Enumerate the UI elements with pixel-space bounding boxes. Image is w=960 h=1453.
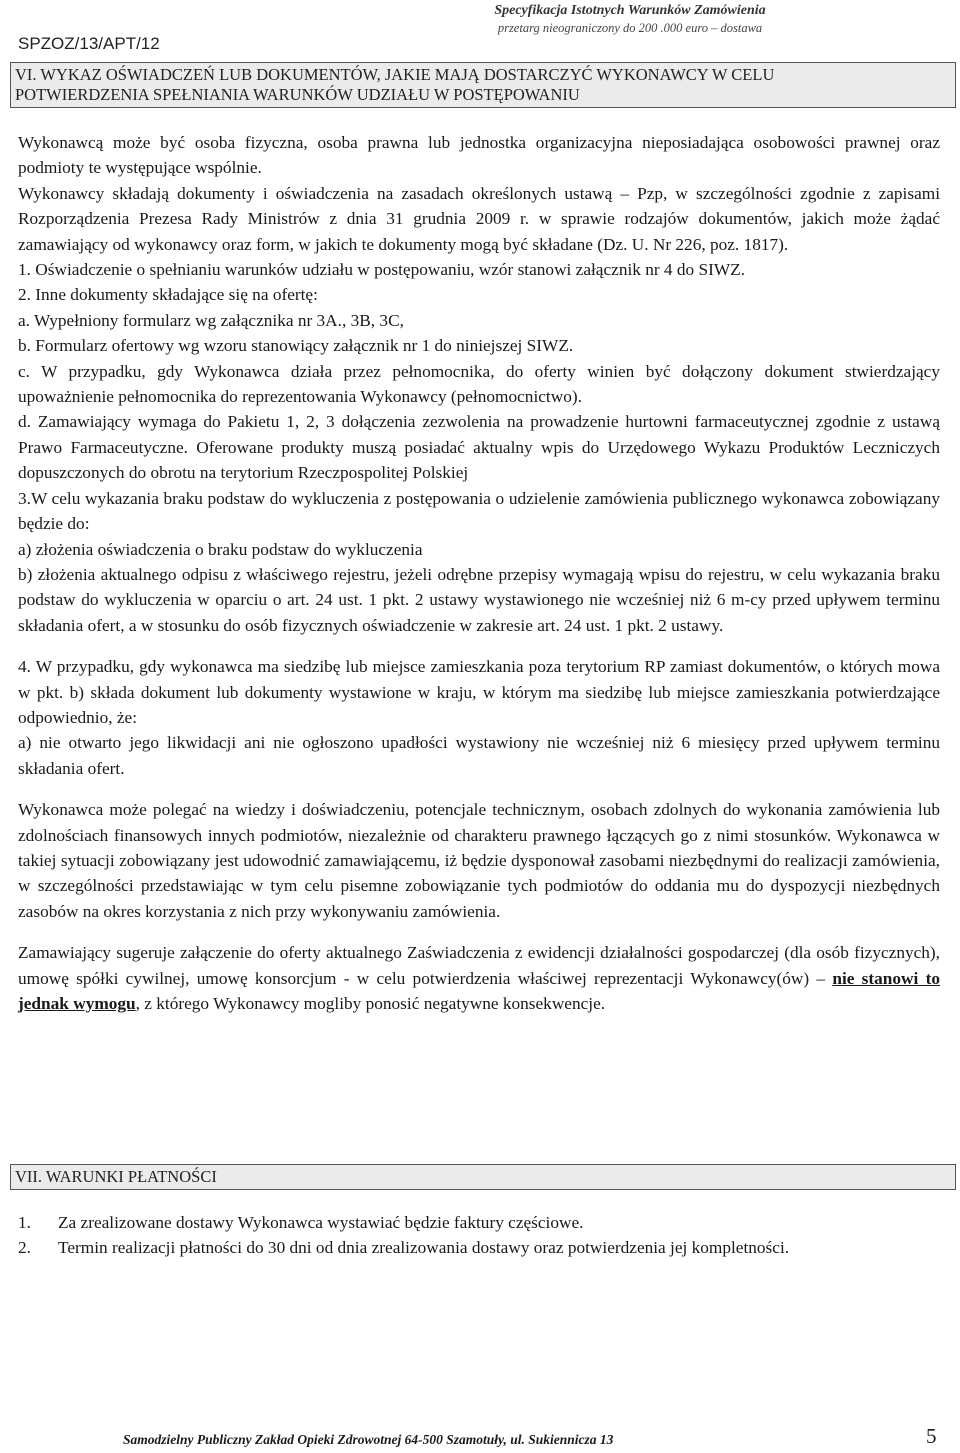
list-item-4: 4. W przypadku, gdy wykonawca ma siedzibę lub miejsce zamieszkania poza terytorium RP zamiast dokumentów, o których mowa w pkt. b) składa dokument lub dokumenty wystawione w kraju, w którym ma siedzibę lub miejsce zamieszkania potwierdzające odpowiednio, że:: [18, 657, 940, 727]
not-required-emphasis: nie stanowi to jednak wymogu: [18, 968, 940, 1013]
section-6-body: [18, 130, 940, 1016]
section-6-title: [10, 62, 956, 108]
list-item-2a: a. Wypełniony formularz wg załącznika nr 3A., 3B, 3C,: [18, 310, 404, 330]
spacer: [18, 638, 940, 654]
list-item-number: 1.: [18, 1213, 31, 1232]
paragraph-suggested-documents: [18, 940, 940, 1016]
suggested-documents-tail: , z którego Wykonawcy mogliby ponosić negatywne konsekwencje.: [135, 994, 606, 1013]
list-item-2: 2. Inne dokumenty składające się na ofertę:: [18, 285, 318, 305]
list-item-3a: a) złożenia oświadczenia o braku podstaw do wykluczenia: [18, 539, 423, 559]
header-title: Specyfikacja Istotnych Warunków Zamówienia: [494, 3, 766, 18]
list-item-2c: c. W przypadku, gdy Wykonawca działa przez pełnomocnika, do oferty winien być dołączony dokument stwierdzający upoważnienie pełnomocnika do reprezentowania Wykonawcy (pełnomocnictwo).: [18, 361, 940, 407]
payment-terms-list: [18, 1210, 940, 1261]
spacer: [18, 924, 940, 940]
list-item-3: 3.W celu wykazania braku podstaw do wykluczenia z postępowania o udzielenie zamówienia publicznego wykonawca zobowiązany będzie do:: [18, 488, 940, 534]
list-item-1: 1. Oświadczenie o spełnianiu warunków udziału w postępowaniu, wzór stanowi załącznik nr 4 do SIWZ.: [18, 260, 746, 280]
section-7-title: [10, 1164, 956, 1190]
paragraph-documents-basis: Wykonawcy składają dokumenty i oświadczenia na zasadach określonych ustawą – Pzp, w szczególności zgodnie z zapisami Rozporządzenia Prezesa Rady Ministrów z dnia 31 grudnia 2009 r. w sprawie rodzajów dokumentów, jakich może żądać zamawiający od wykonawcy oraz form, w jakich te dokumenty mogą być składane (Dz. U. Nr 226, poz. 1817).: [18, 183, 940, 254]
list-item-2d: d. Zamawiający wymaga do Pakietu 1, 2, 3 dołączenia zezwolenia na prowadzenie hurtowni farmaceutycznej zgodnie z ustawą Prawo Farmaceutyczne. Oferowane produkty muszą posiadać aktualny wpis do Urzędowego Wykazu Produktów Leczniczych dopuszczonych do obrotu na terytorium Rzeczpospolitej Polskiej: [18, 412, 940, 483]
list-item-text: Za zrealizowane dostawy Wykonawca wystawiać będzie faktury częściowe.: [58, 1213, 584, 1232]
page-footer: Samodzielny Publiczny Zakład Opieki Zdrowotnej 64-500 Szamotuły, ul. Sukiennicza 13: [123, 1432, 614, 1447]
suggested-documents-text: Zamawiający sugeruje załączenie do oferty aktualnego Zaświadczenia z ewidencji działalności gospodarczej (dla osób fizycznych), umowę spółki cywilnej, umowę konsorcjum - w celu potwierdzenia właściwej reprezentacji Wykonawcy(ów) –: [18, 943, 940, 988]
list-item-2b: b. Formularz ofertowy wg wzoru stanowiący załącznik nr 1 do niniejszej SIWZ.: [18, 336, 574, 356]
page-number: 5: [926, 1424, 937, 1448]
list-item: [18, 1210, 940, 1235]
list-item-4a: a) nie otwarto jego likwidacji ani nie ogłoszono upadłości wystawiony nie wcześniej niż 6 miesięcy przed upływem terminu składania ofert.: [18, 733, 940, 778]
page-header: [330, 3, 930, 36]
document-code: SPZOZ/13/APT/12: [18, 34, 160, 53]
list-item-text: Termin realizacji płatności do 30 dni od dnia zrealizowania dostawy oraz potwierdzenia jej kompletności.: [58, 1238, 790, 1258]
list-item-3b: b) złożenia aktualnego odpisu z właściwego rejestru, jeżeli odrębne przepisy wymagają wpisu do rejestru, w celu wykazania braku podstaw do wykluczenia w oparciu o art. 24 ust. 1 pkt. 2 ustawy wystawionego nie wcześniej niż 6 m-cy przed upływem terminu składania ofert, a w stosunku do osób fizycznych oświadczenie w zakresie art. 24 ust. 1 pkt. 2 ustawy.: [18, 564, 940, 635]
section-6-title-line1: VI. WYKAZ OŚWIADCZEŃ LUB DOKUMENTÓW, JAKIE MAJĄ DOSTARCZYĆ WYKONAWCY W CELU: [15, 65, 775, 84]
header-subtitle: przetarg nieograniczony do 200 .000 euro – dostawa: [497, 21, 763, 35]
paragraph-third-party-resources: Wykonawca może polegać na wiedzy i doświadczeniu, potencjale technicznym, osobach zdolnych do wykonania zamówienia lub zdolnościach finansowych innych podmiotów, niezależnie od charakteru prawnego łączących go z nimi stosunków. Wykonawca w takiej sytuacji zobowiązany jest udowodnić zamawiającemu, iż będzie dysponował zasobami niezbędnymi do realizacji zamówienia, w szczególności przedstawiając w tym celu pisemne zobowiązanie tych podmiotów do oddania mu do dyspozycji niezbędnych zasobów na okres korzystania z nich przy wykonywaniu zamówienia.: [18, 800, 940, 921]
section-6-title-line2: POTWIERDZENIA SPEŁNIANIA WARUNKÓW UDZIAŁU W POSTĘPOWANIU: [15, 85, 580, 104]
section-7-title-text: VII. WARUNKI PŁATNOŚCI: [15, 1167, 217, 1186]
list-item: [18, 1235, 940, 1260]
spacer: [18, 781, 940, 797]
list-item-number: 2.: [18, 1238, 31, 1258]
paragraph-contractor-definition: Wykonawcą może być osoba fizyczna, osoba prawna lub jednostka organizacyjna nieposiadająca osobowości prawnej oraz podmioty te występujące wspólnie.: [18, 133, 940, 178]
